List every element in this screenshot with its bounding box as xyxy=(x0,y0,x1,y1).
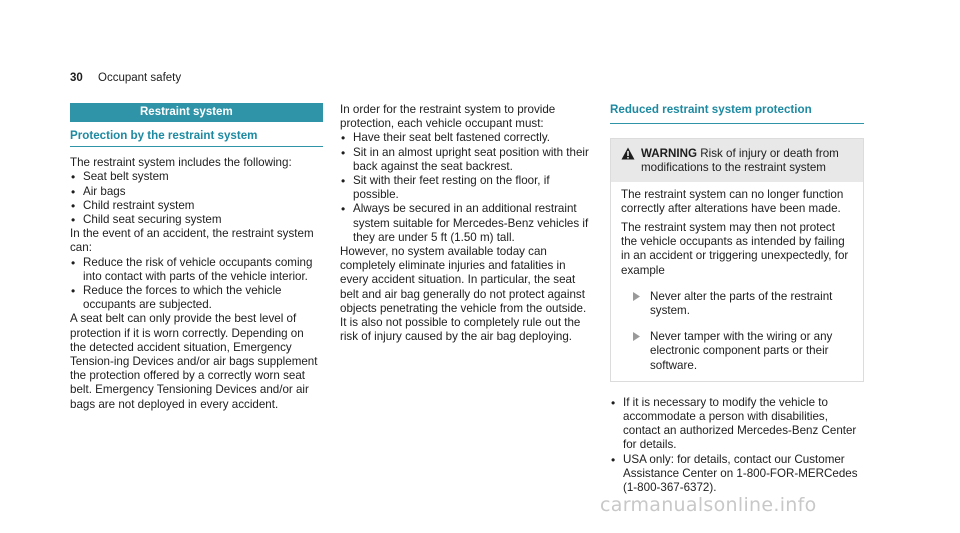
column-3 xyxy=(610,103,864,495)
warning-body xyxy=(611,182,863,381)
page-number: 30 xyxy=(70,72,83,84)
warning-action-text: Never tamper with the wiring or any electronic component parts or their software. xyxy=(650,330,833,372)
list-item: • Child restraint system xyxy=(70,199,323,213)
list-item: • Reduce the risk of vehicle occupants coming into contact with parts of the vehicle interior. xyxy=(70,256,323,284)
warning-action xyxy=(621,330,853,373)
list-item: • Reduce the forces to which the vehicle occupants are subjected. xyxy=(70,284,323,312)
warning-header xyxy=(611,139,863,181)
list-item: • Always be secured in an additional restraint system suitable for Mercedes-Benz vehicles if they are under 5 ft (1.50 m) tall. xyxy=(340,202,594,245)
warning-box xyxy=(610,138,864,382)
warning-label: WARNING xyxy=(641,147,698,161)
column-1 xyxy=(70,103,323,412)
warning-action-text: Never alter the parts of the restraint system. xyxy=(650,289,833,318)
heading-rule xyxy=(610,123,864,124)
arrow-right-icon xyxy=(633,292,640,301)
list-item: • If it is necessary to modify the vehicle to accommodate a person with disabilities, contact an authorized Mercedes-Benz Center for details. xyxy=(610,396,864,453)
heading-reduced-protection: Reduced restraint system protection xyxy=(610,103,812,116)
list-item: • USA only: for details, contact our Customer Assistance Center on 1-800-FOR-MERCedes (1-800-367-6372). xyxy=(610,453,864,496)
seat-belt-paragraph: A seat belt can only provide the best level of protection if it is worn correctly. Depending on the detected accident situation, Emergency Tension-ing Devices and/or air bags supplement the protection offered by a correctly worn seat belt. Emergency Tensioning Devices and/or air bags are not deployed in every accident. xyxy=(70,312,318,411)
watermark: carmanualsonline.info xyxy=(600,494,817,516)
list-item: • Have their seat belt fastened correctly. xyxy=(340,131,594,145)
list-item: • Sit in an almost upright seat position with their back against the seat backrest. xyxy=(340,146,594,174)
warning-text-1: The restraint system can no longer function correctly after alterations have been made. xyxy=(621,187,844,215)
warning-title: Risk of injury or death from modifications to the restraint system xyxy=(641,147,839,175)
list-item: • Child seat securing system xyxy=(70,213,323,227)
limitations-paragraph: However, no system available today can completely eliminate injuries and fatalities in every accident situation. In particular, the seat belt and air bag generally do not protect against objects penetrating the vehicle from the outside. It is also not possible to completely rule out the risk of injury caused by the air bag deploying. xyxy=(340,245,587,344)
list-item: • Air bags xyxy=(70,185,323,199)
section-bar: Restraint system xyxy=(70,103,323,122)
occupant-list xyxy=(340,131,594,245)
column-2 xyxy=(340,103,594,344)
event-intro: In the event of an accident, the restraint system can: xyxy=(70,227,314,255)
components-intro: The restraint system includes the following: xyxy=(70,156,292,170)
subhead-protection: Protection by the restraint system xyxy=(70,129,258,142)
subhead-rule xyxy=(70,146,323,147)
arrow-right-icon xyxy=(633,332,640,341)
list-item: • Seat belt system xyxy=(70,170,323,184)
warning-text-2: The restraint system may then not protect the vehicle occupants as intended by failing in an accident or triggering unexpectedly, for example xyxy=(621,221,849,277)
occupant-intro: In order for the restraint system to provide protection, each vehicle occupant must: xyxy=(340,103,556,131)
page-header xyxy=(70,71,181,85)
modification-list xyxy=(610,396,864,495)
warning-triangle-icon xyxy=(621,147,635,160)
components-list xyxy=(70,170,323,227)
warning-action xyxy=(621,290,853,318)
event-list xyxy=(70,256,323,313)
section-title: Occupant safety xyxy=(98,72,182,84)
list-item: • Sit with their feet resting on the floor, if possible. xyxy=(340,174,594,202)
